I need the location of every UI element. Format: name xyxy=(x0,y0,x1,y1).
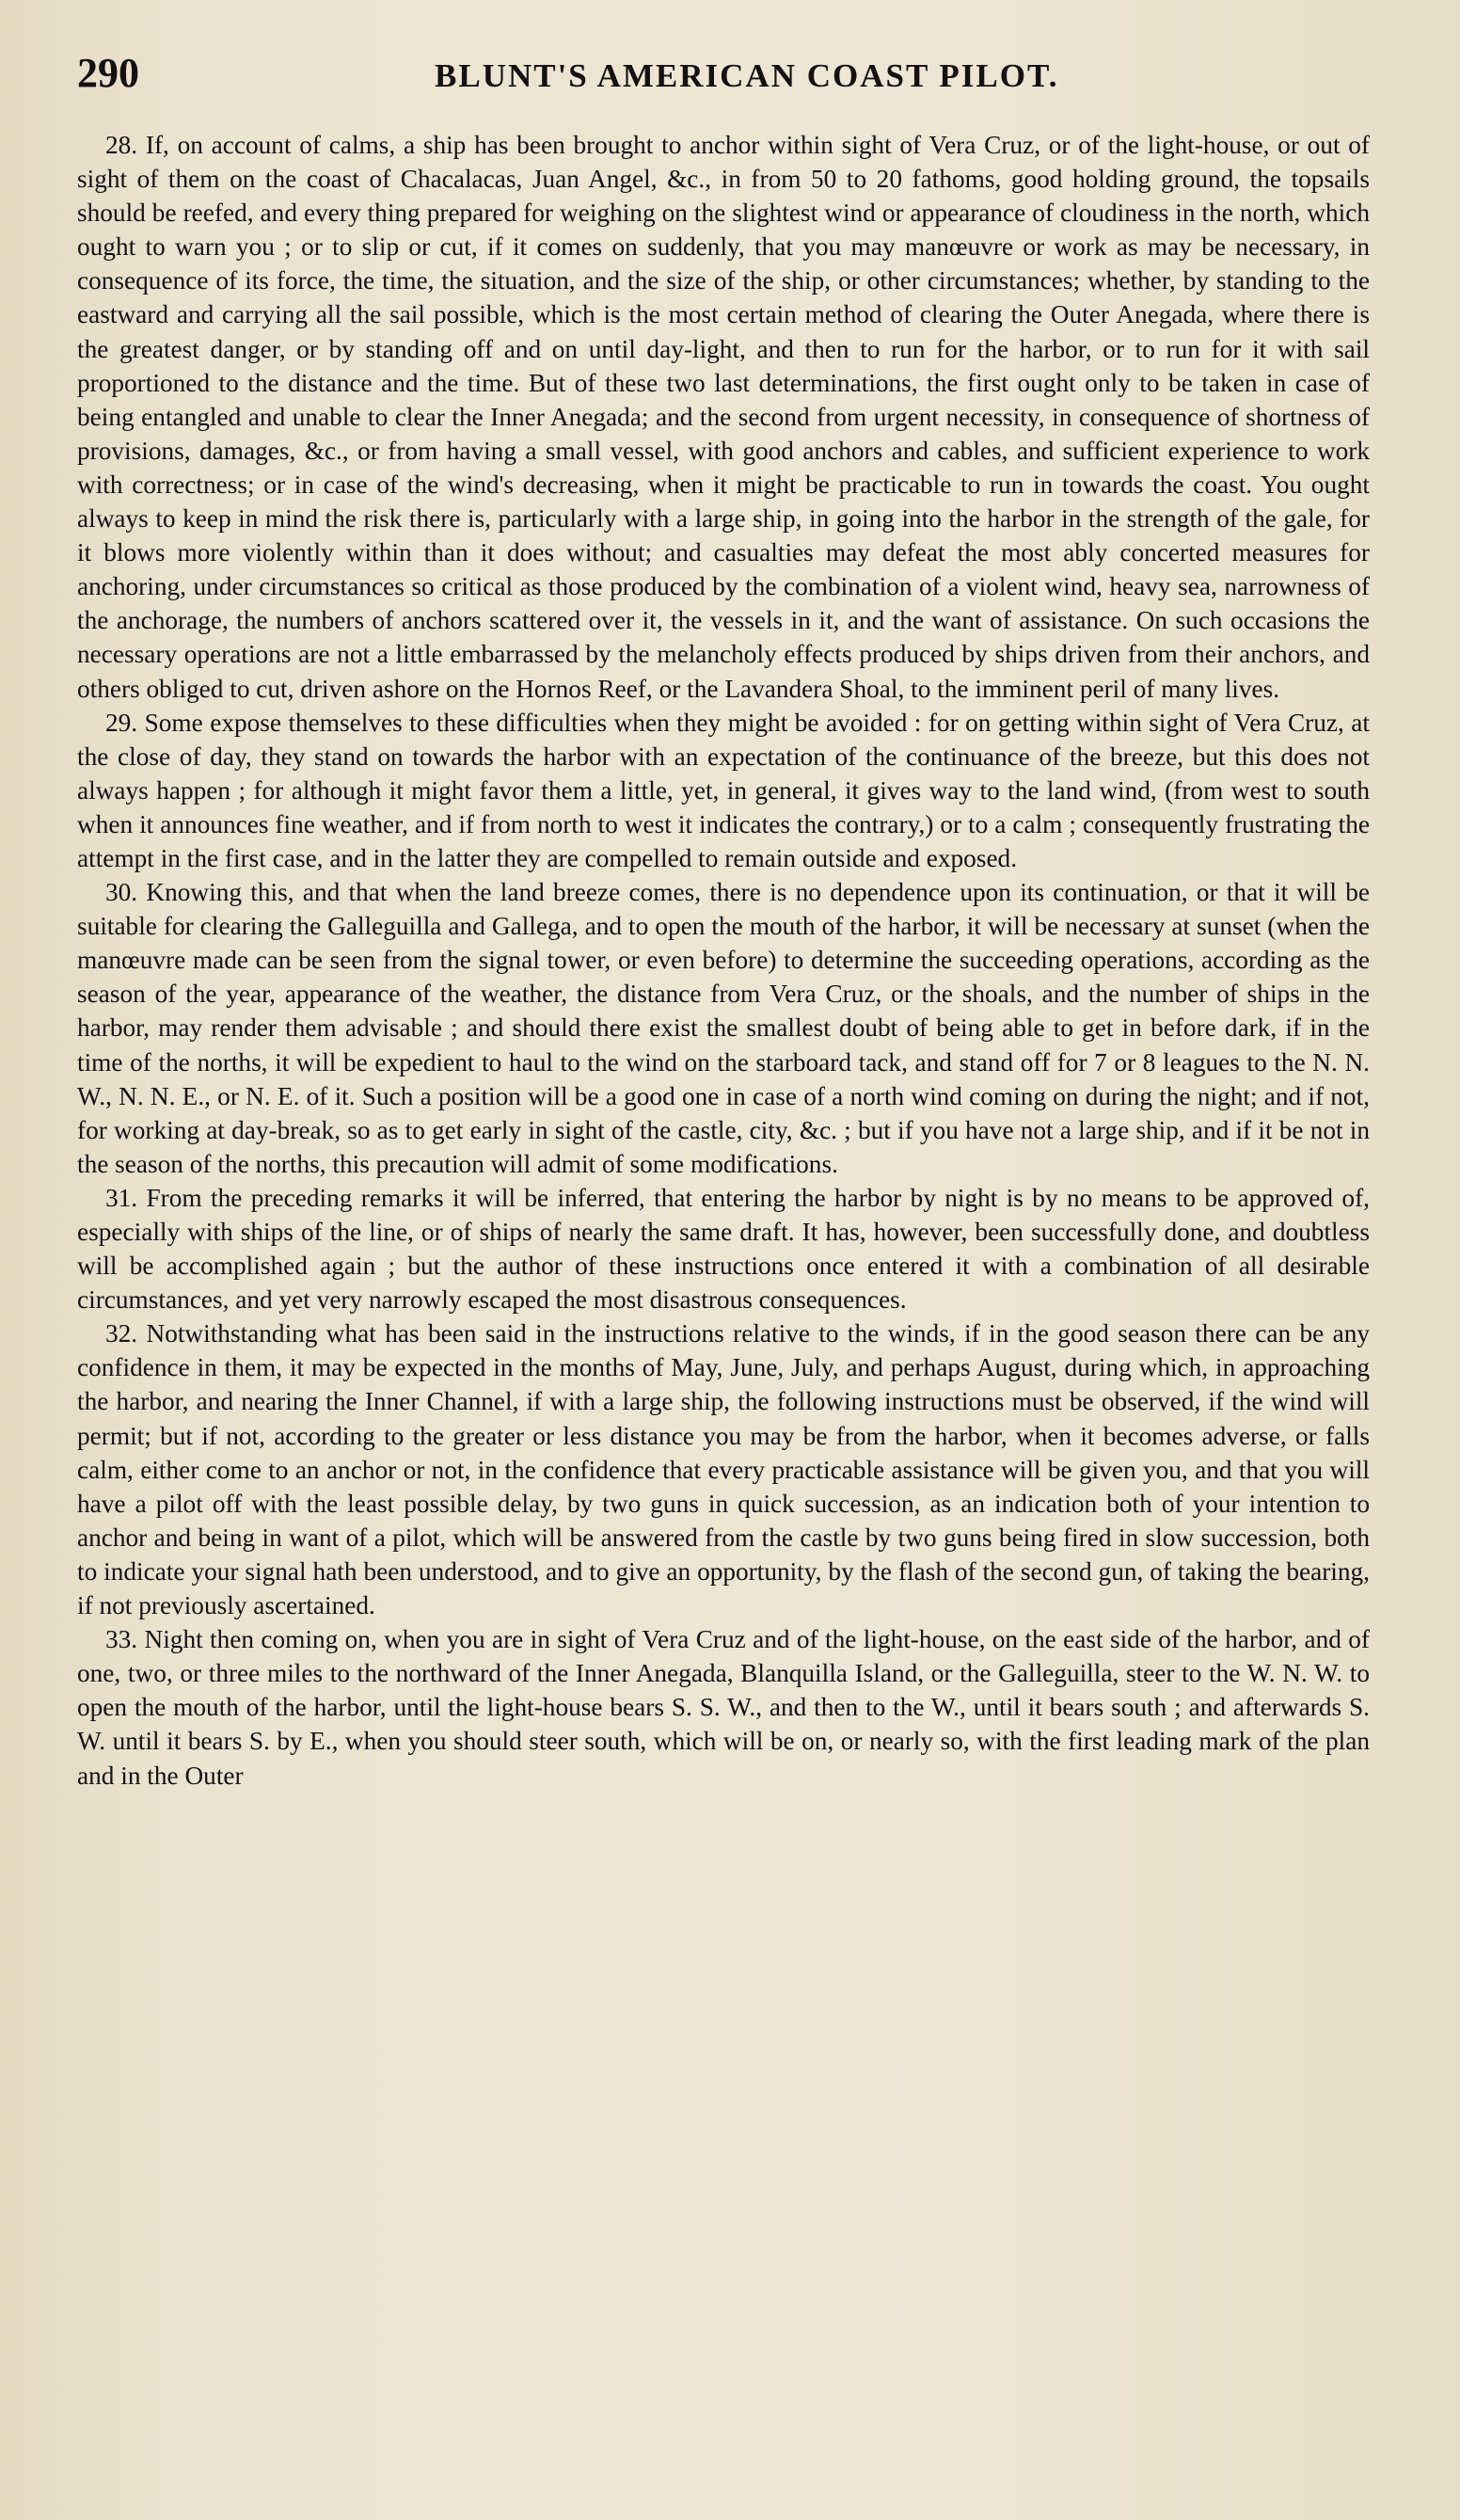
paragraph-31 xyxy=(77,1181,1370,1316)
paragraph-number: 32. xyxy=(105,1319,138,1348)
body-text xyxy=(77,128,1370,1793)
paragraph-text: Notwithstanding what has been said in the instructions relative to the winds, if in the good season there can be any confidence in them, it may be expected in the months of May, June, July, and perhaps August, during which, in approaching the harbor, and nearing the Inner Channel, if with a large ship, the following instructions must be observed, if the wind will permit; but if not, according to the greater or less distance you may be from the harbor, when it becomes adverse, or falls calm, either come to an anchor or not, in the confidence that every practicable assistance will be given you, and that you will have a pilot off with the least possible delay, by two guns in quick succession, as an indication both of your intention to anchor and being in want of a pilot, which will be answered from the castle by two guns being fired in slow succession, both to indicate your signal hath been understood, and to give an opportunity, by the flash of the second gun, of taking the bearing, if not previously ascertained. xyxy=(77,1319,1371,1620)
paragraph-33 xyxy=(77,1622,1370,1792)
paragraph-number: 30. xyxy=(105,878,138,907)
paragraph-29 xyxy=(77,706,1370,875)
paragraph-number: 33. xyxy=(105,1625,138,1654)
running-head: BLUNT'S AMERICAN COAST PILOT. xyxy=(435,57,1059,94)
paragraph-number: 28. xyxy=(105,131,138,159)
paragraph-30 xyxy=(77,875,1370,1181)
paragraph-text: If, on account of calms, a ship has been brought to anchor within sight of Vera Cruz, or of the light-house, or out of sight of them on the coast of Chacalacas, Juan Angel, &c., in from 50 to 20 fathoms, good holding ground, the topsails should be reefed, and every thing prepared for weighing on the slightest wind or appearance of cloudiness in the north, which ought to warn you ; or to slip or cut, if it comes on suddenly, that you may manœuvre or work as may be necessary, in consequence of its force, the time, the situation, and the size of the ship, or other circumstances; whether, by standing to the eastward and carrying all the sail possible, which is the most certain method of clearing the Outer Anegada, where there is the greatest danger, or by standing off and on until day-light, and then to run for the harbor, or to run for it with sail proportioned to the distance and the time. But of these two last determinations, the first ought only to be taken in case of being entangled and unable to clear the Inner Anegada; and the second from urgent necessity, in consequence of shortness of provisions, damages, &c., or from having a small vessel, with good anchors and cables, and sufficient experience to work with correctness; or in case of the wind's decreasing, when it might be practicable to run in towards the coast. You ought always to keep in mind the risk there is, particularly with a large ship, in going into the harbor in the strength of the gale, for it blows more violently within than it does without; and casualties may defeat the most ably concerted measures for anchoring, under circumstances so critical as those produced by the combination of a violent wind, heavy sea, narrowness of the anchorage, the numbers of anchors scattered over it, the vessels in it, and the want of assistance. On such occasions the necessary operations are not a little embarrassed by the melancholy effects produced by ships driven from their anchors, and others obliged to cut, driven ashore on the Hornos Reef, or the Lavandera Shoal, to the imminent peril of many lives. xyxy=(77,131,1371,703)
paragraph-28 xyxy=(77,128,1370,706)
paragraph-text: From the preceding remarks it will be inferred, that entering the harbor by night is by no means to be approved of, especially with ships of the line, or of ships of nearly the same draft. It has, however, been successfully done, and doubtless will be accomplished again ; but the author of these instructions once entered it with a combination of all desirable circumstances, and yet very narrowly escaped the most disastrous consequences. xyxy=(77,1183,1370,1315)
paragraph-number: 29. xyxy=(105,708,138,737)
paragraph-number: 31. xyxy=(105,1183,138,1212)
paragraph-32 xyxy=(77,1316,1370,1622)
paragraph-text: Some expose themselves to these difficulties when they might be avoided : for on getting within sight of Vera Cruz, at the close of day, they stand on towards the harbor with an expectation of the continuance of the breeze, but this does not always happen ; for although it might favor them a little, yet, in general, it gives way to the land wind, (from west to south when it announces fine weather, and if from north to west it indicates the contrary,) or to a calm ; consequently frustrating the attempt in the first case, and in the latter they are compelled to remain outside and exposed. xyxy=(77,708,1371,872)
paragraph-text: Knowing this, and that when the land breeze comes, there is no dependence upon its continuation, or that it will be suitable for clearing the Galleguilla and Gallega, and to open the mouth of the harbor, it will be necessary at sunset (when the manœuvre made can be seen from the signal tower, or even before) to determine the succeeding operations, according as the season of the year, appearance of the weather, the distance from Vera Cruz, or the shoals, and the number of ships in the harbor, may render them advisable ; and should there exist the smallest doubt of being able to get in before dark, if in the time of the norths, it will be expedient to haul to the wind on the starboard tack, and stand off for 7 or 8 leagues to the N. N. W., N. N. E., or N. E. of it. Such a position will be a good one in case of a north wind coming on during the night; and if not, for working at day-break, so as to get early in sight of the castle, city, &c. ; but if you have not a large ship, and if it be not in the season of the norths, this precaution will admit of some modifications. xyxy=(77,878,1370,1178)
paragraph-text: Night then coming on, when you are in sight of Vera Cruz and of the light-house, on the east side of the harbor, and of one, two, or three miles to the northward of the Inner Anegada, Blanquilla Island, or the Galleguilla, steer to the W. N. W. to open the mouth of the harbor, until the light-house bears S. S. W., and then to the W., until it bears south ; and afterwards S. W. until it bears S. by E., when you should steer south, which will be on, or nearly so, with the first leading mark of the plan and in the Outer xyxy=(77,1625,1371,1790)
page-number: 290 xyxy=(77,50,139,96)
page-header xyxy=(77,49,1370,109)
